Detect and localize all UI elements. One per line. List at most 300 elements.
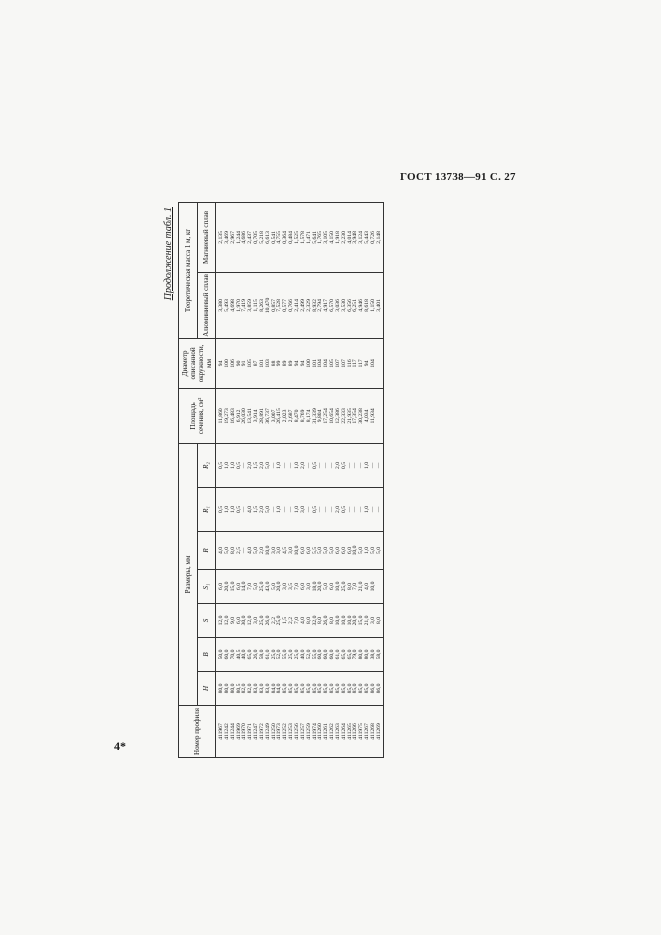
cell-s1: 7,0	[352, 583, 359, 590]
cell-area: 8,769	[299, 409, 306, 423]
cell-s: 26,0	[264, 615, 271, 626]
col-header-profile: Номер профиля	[179, 706, 216, 758]
cell-magn: 1,765	[317, 231, 324, 244]
cell-r1: —	[375, 506, 382, 513]
cell-s1: 8,0	[346, 583, 353, 590]
cell-alum: 1,115	[253, 299, 260, 312]
cell-s1: 4,0	[364, 583, 371, 590]
cell-magn: 2,135	[218, 231, 224, 244]
column-s	[219, 604, 383, 637]
cell-h: 85,0	[323, 683, 330, 694]
cell-s: 10,0	[340, 615, 347, 626]
col-header-r1: R₁	[197, 488, 216, 532]
cell-h: 85,0	[282, 683, 289, 694]
column-alum	[219, 273, 383, 338]
cell-alum: 3,401	[375, 299, 382, 312]
cell-area: 26,030	[241, 408, 248, 424]
cell-s1: 25,0	[340, 581, 347, 592]
col-header-sizes: Размеры, мм	[179, 443, 198, 705]
cell-area: 3,007	[270, 409, 277, 423]
cell-magn: 3,105	[323, 231, 330, 244]
cell-s1: 3,0	[305, 583, 312, 590]
cell-s1: 25,0	[258, 581, 265, 592]
cell-profile: 411262	[329, 723, 336, 740]
cell-b: 70,0	[229, 649, 236, 660]
cell-h: 80,0	[218, 683, 224, 694]
cell-diameter: 104	[323, 359, 330, 368]
cell-magn: 5,443	[364, 231, 371, 244]
cell-s1: 3,0	[282, 583, 289, 590]
cell-s: 15,0	[358, 615, 365, 626]
cell-h: 84,0	[270, 683, 277, 694]
cell-r1: —	[329, 506, 336, 513]
cell-diameter: 117	[352, 359, 359, 368]
cell-area: 2,687	[288, 409, 295, 423]
column-h	[219, 672, 383, 705]
cell-profile: 411244	[229, 723, 236, 740]
cell-r: 6,0	[299, 547, 306, 554]
cell-alum: 4,946	[358, 299, 365, 312]
cell-s: 4,0	[299, 617, 306, 624]
cell-alum: 4,698	[229, 299, 236, 312]
cell-alum: 7,419	[241, 299, 248, 312]
cell-h: 83,0	[258, 683, 265, 694]
cell-s: 6,0	[235, 617, 242, 624]
cell-s1: 18,0	[311, 581, 318, 592]
cell-magn: 0,705	[253, 231, 260, 244]
cell-r1: —	[358, 506, 365, 513]
cell-r2: 5,0	[264, 461, 271, 469]
cell-profile: 411261	[323, 723, 330, 740]
cell-r: 10,0	[352, 545, 359, 556]
cell-r2: —	[305, 462, 312, 469]
cell-alum: 3,036	[334, 299, 341, 312]
cell-s: 1,5	[282, 617, 289, 624]
cell-s1: 6,0	[235, 583, 242, 590]
cell-s: 21,0	[364, 615, 371, 626]
cell-alum: 2,794	[317, 299, 324, 312]
cell-area: 28,891	[258, 408, 265, 424]
cell-alum: 3,380	[218, 299, 224, 312]
cell-r: 5,0	[317, 547, 324, 554]
cell-profile: 411972	[258, 723, 265, 740]
cell-diameter: 99	[276, 360, 283, 367]
cell-b: 25,0	[270, 649, 277, 660]
cell-r: —	[241, 547, 248, 554]
cell-r1: —	[270, 506, 277, 513]
cell-profile: 411250	[270, 723, 277, 740]
cell-area: 30,238	[358, 408, 365, 424]
cell-h: 84,0	[276, 683, 283, 694]
cell-alum: 1,970	[235, 299, 242, 312]
cell-area: 31,339	[311, 408, 318, 424]
cell-alum: 8,932	[311, 299, 318, 312]
cell-s: 8,0	[329, 617, 336, 624]
cell-profile: 411264	[340, 723, 347, 740]
cell-r1: —	[241, 506, 248, 513]
cell-b: 65,0	[340, 649, 347, 660]
cell-diameter: 107	[340, 359, 347, 368]
cell-b: 58,0	[375, 649, 382, 660]
profiles-table	[178, 202, 384, 758]
cell-r: 5,0	[223, 547, 230, 554]
cell-r: 5,0	[375, 547, 382, 554]
cell-alum: 4,917	[323, 299, 330, 312]
cell-diameter: 94	[293, 360, 300, 367]
cell-s: 2,2	[270, 617, 277, 624]
cell-b: 55,0	[311, 649, 318, 660]
cell-r: 6,0	[340, 547, 347, 554]
column-magn	[219, 203, 383, 272]
cell-profile: 411263	[334, 723, 341, 740]
cell-diameter	[377, 339, 383, 388]
cell-profile: 411268	[369, 723, 376, 740]
cell-r2: —	[352, 462, 359, 469]
cell-profile: 411971	[247, 723, 254, 740]
cell-diameter: 91	[241, 360, 248, 367]
col-header-alum: Алюминиевый сплав	[197, 272, 216, 338]
column-r	[219, 532, 383, 569]
cell-area: 17,354	[352, 408, 359, 424]
cell-magn: 5,218	[258, 231, 265, 244]
cell-b: 60,0	[329, 649, 336, 660]
cell-magn: 5,641	[311, 231, 318, 244]
cell-alum: 8,618	[364, 299, 371, 312]
cell-area: 9,804	[317, 409, 324, 423]
cell-r2: 2,0	[247, 461, 254, 469]
cell-alum: 6,570	[329, 299, 336, 312]
cell-alum: 0,857	[270, 299, 277, 312]
cell-r: 8,0	[229, 547, 236, 554]
column-area	[219, 389, 383, 443]
cell-h: 83,0	[264, 683, 271, 694]
cell-diameter: 87	[253, 360, 260, 367]
col-header-diameter: Диаметр описанной окружности, мм	[179, 338, 216, 388]
cell-profile: 411974	[311, 723, 318, 740]
cell-s: 20,0	[352, 615, 359, 626]
col-header-area: Площадь сечения, см²	[179, 388, 216, 443]
col-header-r2: R₂	[197, 443, 216, 487]
cell-magn: 4,014	[346, 231, 353, 244]
cell-s1	[377, 570, 383, 603]
cell-s: 9,0	[229, 617, 236, 624]
cell-profile: 411967	[218, 723, 224, 740]
col-header-magn: Магниевый сплав	[197, 202, 216, 272]
cell-b: 40,0	[241, 649, 248, 660]
cell-diameter: 94	[364, 360, 371, 367]
cell-s: 3,0	[369, 617, 376, 624]
cell-profile: 411975	[358, 723, 365, 740]
cell-r1: 1,0	[293, 506, 300, 513]
cell-magn: 2,148	[375, 231, 382, 244]
cell-r2: 1,0	[293, 461, 300, 469]
cell-b: 80,0	[358, 649, 365, 660]
cell-area: 3,914	[253, 409, 260, 423]
cell-magn: 2,230	[340, 231, 347, 244]
cell-r1: 1,0	[229, 506, 236, 513]
cell-r: 5,0	[253, 547, 260, 554]
cell-r: 6,0	[346, 547, 353, 554]
cell-s: 7,0	[293, 617, 300, 624]
cell-r1: —	[369, 506, 376, 513]
cell-r2: 1,0	[364, 461, 371, 469]
cell-area: 11,860	[218, 408, 224, 424]
cell-profile: 411259	[305, 723, 312, 740]
cell-r1: 0,5	[311, 506, 318, 513]
cell-diameter: 89	[282, 360, 289, 367]
cell-r2: —	[270, 462, 277, 469]
cell-r1: 4,0	[247, 506, 254, 513]
cell-profile: 411252	[282, 723, 289, 740]
cell-magn: 2,967	[229, 231, 236, 244]
cell-s1: 5,0	[323, 583, 330, 590]
cell-r1: 1,0	[364, 506, 371, 513]
cell-b: 65,0	[247, 649, 254, 660]
cell-alum: 8,263	[258, 299, 265, 312]
cell-b: 52,0	[276, 649, 283, 660]
cell-h: 85,0	[340, 683, 347, 694]
cell-magn: 1,525	[293, 231, 300, 244]
cell-h: 83,0	[253, 683, 260, 694]
cell-b: 61,0	[334, 649, 341, 660]
table-caption: Продолжение табл. 1	[163, 207, 174, 301]
cell-b: 61,0	[264, 649, 271, 660]
cell-r2: 1,5	[253, 461, 260, 469]
cell-s: 26,0	[323, 615, 330, 626]
column-profile	[219, 706, 383, 757]
cell-s1: 10,0	[334, 581, 341, 592]
column-b	[219, 638, 383, 671]
cell-r: 4,0	[247, 547, 254, 554]
cell-magn: 2,437	[247, 231, 254, 244]
cell-r2: —	[375, 462, 382, 469]
cell-area: 21,935	[346, 408, 353, 424]
cell-s1: 14,0	[241, 581, 248, 592]
cell-h: 82,0	[241, 683, 248, 694]
cell-profile: 411269	[375, 723, 382, 740]
cell-s1: 20,0	[276, 581, 283, 592]
cell-s: 32,0	[311, 615, 318, 626]
cell-s1: 5,0	[270, 583, 277, 590]
cell-b: 38,0	[369, 649, 376, 660]
cell-magn: 0,541	[270, 231, 277, 244]
cell-s: 8,0	[375, 617, 382, 624]
cell-magn: 1,471	[305, 231, 312, 244]
cell-profile: 411253	[288, 723, 295, 740]
cell-r2: —	[329, 462, 336, 469]
cell-r2: 0,5	[340, 461, 347, 469]
cell-b: 79,0	[352, 649, 359, 660]
cell-r: 3,0	[276, 547, 283, 554]
cell-area: 6,912	[235, 409, 242, 423]
cell-diameter: 100	[305, 359, 312, 368]
cell-b: 60,0	[317, 649, 324, 660]
cell-s1: 7,0	[293, 583, 300, 590]
cell-r: 10,0	[264, 545, 271, 556]
cell-magn: 3,124	[358, 231, 365, 244]
cell-magn: 0,484	[288, 231, 295, 244]
cell-h: 80,0	[223, 683, 230, 694]
cell-r2: 0,5	[235, 461, 242, 469]
cell-b: 60,0	[323, 649, 330, 660]
cell-h: 85,0	[346, 683, 353, 694]
cell-r1: 2,0	[334, 506, 341, 513]
cell-r2: 1,0	[276, 461, 283, 469]
cell-r: 2,5	[235, 547, 242, 554]
cell-alum: 2,414	[293, 299, 300, 312]
cell-r: 5,0	[329, 547, 336, 554]
cell-profile: 411267	[364, 723, 371, 740]
cell-b: 26,0	[253, 649, 260, 660]
cell-r: 2,0	[258, 547, 265, 554]
cell-s: 25,0	[276, 615, 283, 626]
cell-s: 30,0	[241, 615, 248, 626]
cell-area	[377, 389, 383, 443]
cell-magn: 4,150	[329, 231, 336, 244]
cell-area: 19,273	[223, 408, 230, 424]
cell-h: 86,0	[375, 683, 382, 694]
cell-r: 5,0	[369, 547, 376, 554]
cell-s1: 10,0	[369, 581, 376, 592]
col-header-s: S	[197, 604, 216, 638]
cell-profile: 411256	[293, 723, 300, 740]
cell-alum: 3,859	[247, 299, 254, 312]
cell-s1: 20,0	[223, 581, 230, 592]
cell-h: 85,0	[352, 683, 359, 694]
col-header-h: H	[197, 672, 216, 706]
cell-diameter: 104	[369, 359, 376, 368]
cell-magn: 3,948	[352, 231, 359, 244]
cell-h: 85,0	[288, 683, 295, 694]
page-signature-mark: 4*	[114, 739, 126, 753]
cell-area: 8,174	[305, 409, 312, 423]
cell-s1: 21,0	[358, 581, 365, 592]
cell-diameter: 90	[235, 360, 242, 367]
cell-r1: 1,0	[223, 506, 230, 513]
cell-b: 52,0	[305, 649, 312, 660]
cell-r: 5,5	[311, 547, 318, 554]
cell-alum: 10,470	[264, 297, 271, 314]
cell-r1: 0,5	[340, 506, 347, 513]
cell-r1: 3,0	[299, 506, 306, 513]
cell-h: 85,0	[317, 683, 324, 694]
cell-h: 85,0	[364, 683, 371, 694]
cell-r1: —	[305, 506, 312, 513]
rotated-table-block	[163, 203, 661, 758]
cell-r: 10,0	[293, 545, 300, 556]
cell-magn: 0,364	[282, 231, 289, 244]
cell-profile: 411973	[276, 723, 283, 740]
cell-r: 6,0	[305, 547, 312, 554]
cell-magn: 1,578	[299, 231, 306, 244]
cell-h: 85,0	[311, 683, 318, 694]
cell-h: 85,0	[305, 683, 312, 694]
cell-h: 85,0	[358, 683, 365, 694]
cell-magn: 0,726	[369, 231, 376, 244]
cell-b: 58,0	[258, 649, 265, 660]
cell-s: 12,0	[218, 615, 224, 626]
cell-s1: 3,5	[288, 583, 295, 590]
column-r2	[219, 444, 383, 487]
cell-r2: —	[346, 462, 353, 469]
cell-s: 2,2	[288, 617, 295, 624]
cell-b: 25,0	[293, 649, 300, 660]
cell-s: 12,0	[223, 615, 230, 626]
cell-diameter: 106	[229, 359, 236, 368]
cell-alum: 0,577	[282, 299, 289, 312]
cell-diameter: 88	[270, 360, 277, 367]
cell-r2: 1,0	[223, 461, 230, 469]
cell-h: 82,0	[247, 683, 254, 694]
cell-s: 10,0	[334, 615, 341, 626]
cell-r1: —	[346, 506, 353, 513]
cell-s: 8,0	[317, 617, 324, 624]
cell-s1: 6,0	[299, 583, 306, 590]
cell-alum: 7,528	[276, 299, 283, 312]
column-r1	[219, 488, 383, 531]
cell-s1: 6,0	[218, 583, 224, 590]
cell-r2: 1,0	[229, 461, 236, 469]
cell-r2: —	[241, 462, 248, 469]
cell-b: 40,0	[299, 649, 306, 660]
cell-diameter: 117	[358, 359, 365, 368]
cell-area: 17,254	[323, 408, 330, 424]
cell-area: 2,023	[282, 409, 289, 423]
cell-r2: —	[323, 462, 330, 469]
cell-h: 86,0	[369, 683, 376, 694]
cell-h: 80,5	[235, 683, 242, 694]
cell-h: 85,0	[334, 683, 341, 694]
cell-r2: 2,0	[334, 461, 341, 469]
column-s1	[219, 570, 383, 603]
cell-magn: 3,469	[223, 231, 230, 244]
page-header: ГОСТ 13738—91 С. 27	[400, 171, 516, 183]
cell-alum: 1,150	[369, 299, 376, 312]
cell-profile: 411242	[223, 723, 230, 740]
col-header-s1: S₁	[197, 570, 216, 604]
cell-alum: 5,493	[223, 299, 230, 312]
cell-b: 50,0	[218, 649, 224, 660]
cell-alum: 2,329	[305, 299, 312, 312]
cell-s: 10,0	[346, 615, 353, 626]
cell-b: 40,5	[235, 649, 242, 660]
cell-r1: —	[288, 506, 295, 513]
cell-magn: 4,686	[241, 231, 248, 244]
cell-alum: 3,530	[340, 299, 347, 312]
col-header-mass: Теоретическая масса 1 м, кг	[179, 202, 198, 338]
cell-h: 85,0	[293, 683, 300, 694]
cell-b: 25,0	[288, 649, 295, 660]
cell-diameter: 116	[346, 359, 353, 368]
cell-profile: 411247	[253, 723, 260, 740]
cell-profile: 411969	[235, 723, 242, 740]
cell-r: 5,0	[358, 547, 365, 554]
cell-r2: —	[358, 462, 365, 469]
cell-r2: —	[288, 462, 295, 469]
cell-s: 25,0	[258, 615, 265, 626]
cell-r2: —	[317, 462, 324, 469]
cell-diameter: 94	[299, 360, 306, 367]
cell-r: 3,0	[270, 547, 277, 554]
cell-r1: —	[317, 506, 324, 513]
cell-magn: 6,613	[264, 231, 271, 244]
cell-r1: 5,0	[264, 506, 271, 513]
cell-diameter: 107	[334, 359, 341, 368]
cell-profile: 411249	[264, 723, 271, 740]
cell-area: 12,386	[334, 408, 341, 424]
cell-area: 22,333	[340, 408, 347, 424]
cell-alum: 2,499	[299, 299, 306, 312]
